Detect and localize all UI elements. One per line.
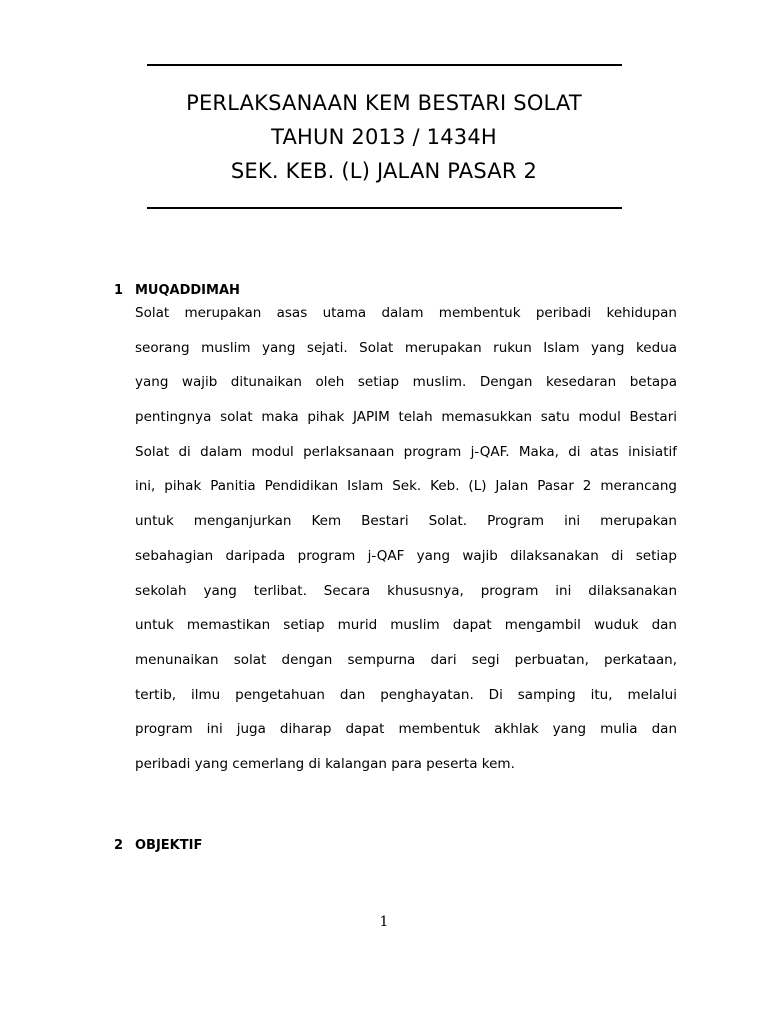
paragraph-line: tertib, ilmu pengetahuan dan penghayatan. Di samping itu, melalui (135, 686, 677, 703)
section-heading-objektif (114, 838, 202, 853)
paragraph-line: sekolah yang terlibat. Secara khususnya, program ini dilaksanakan (135, 582, 677, 599)
title-line: PERLAKSANAAN KEM BESTARI SOLAT (186, 91, 582, 115)
section-heading-muqaddimah (114, 283, 240, 298)
section-title: OBJEKTIF (135, 838, 203, 853)
paragraph-line: untuk memastikan setiap murid muslim dapat mengambil wuduk dan (135, 617, 677, 634)
section-title: MUQADDIMAH (135, 283, 240, 298)
paragraph-line: pentingnya solat maka pihak JAPIM telah memasukkan satu modul Bestari (135, 409, 677, 426)
paragraph-line: Solat di dalam modul perlaksanaan program j-QAF. Maka, di atas inisiatif (135, 443, 677, 460)
section-number: 2 (114, 838, 124, 853)
top-divider (147, 64, 622, 66)
section-number: 1 (114, 283, 124, 298)
muqaddimah-paragraph (135, 303, 677, 789)
bottom-divider (147, 207, 622, 209)
paragraph-line: program ini juga diharap dapat membentuk akhlak yang mulia dan (135, 721, 677, 738)
document-title (100, 86, 668, 188)
paragraph-line: peribadi yang cemerlang di kalangan para peserta kem. (135, 755, 515, 772)
paragraph-line: ini, pihak Panitia Pendidikan Islam Sek. Keb. (L) Jalan Pasar 2 merancang (135, 478, 677, 495)
paragraph-line: Solat merupakan asas utama dalam membentuk peribadi kehidupan (135, 305, 677, 321)
title-line: SEK. KEB. (L) JALAN PASAR 2 (230, 159, 538, 183)
page-number: 1 (379, 914, 389, 930)
paragraph-line: untuk menganjurkan Kem Bestari Solat. Program ini merupakan (135, 513, 677, 530)
paragraph-line: yang wajib ditunaikan oleh setiap muslim. Dengan kesedaran betapa (135, 374, 677, 391)
paragraph-line: menunaikan solat dengan sempurna dari segi perbuatan, perkataan, (135, 651, 677, 668)
title-line: TAHUN 2013 / 1434H (271, 125, 497, 149)
paragraph-line: sebahagian daripada program j-QAF yang wajib dilaksanakan di setiap (135, 547, 677, 564)
paragraph-line: seorang muslim yang sejati. Solat merupakan rukun Islam yang kedua (135, 339, 677, 356)
